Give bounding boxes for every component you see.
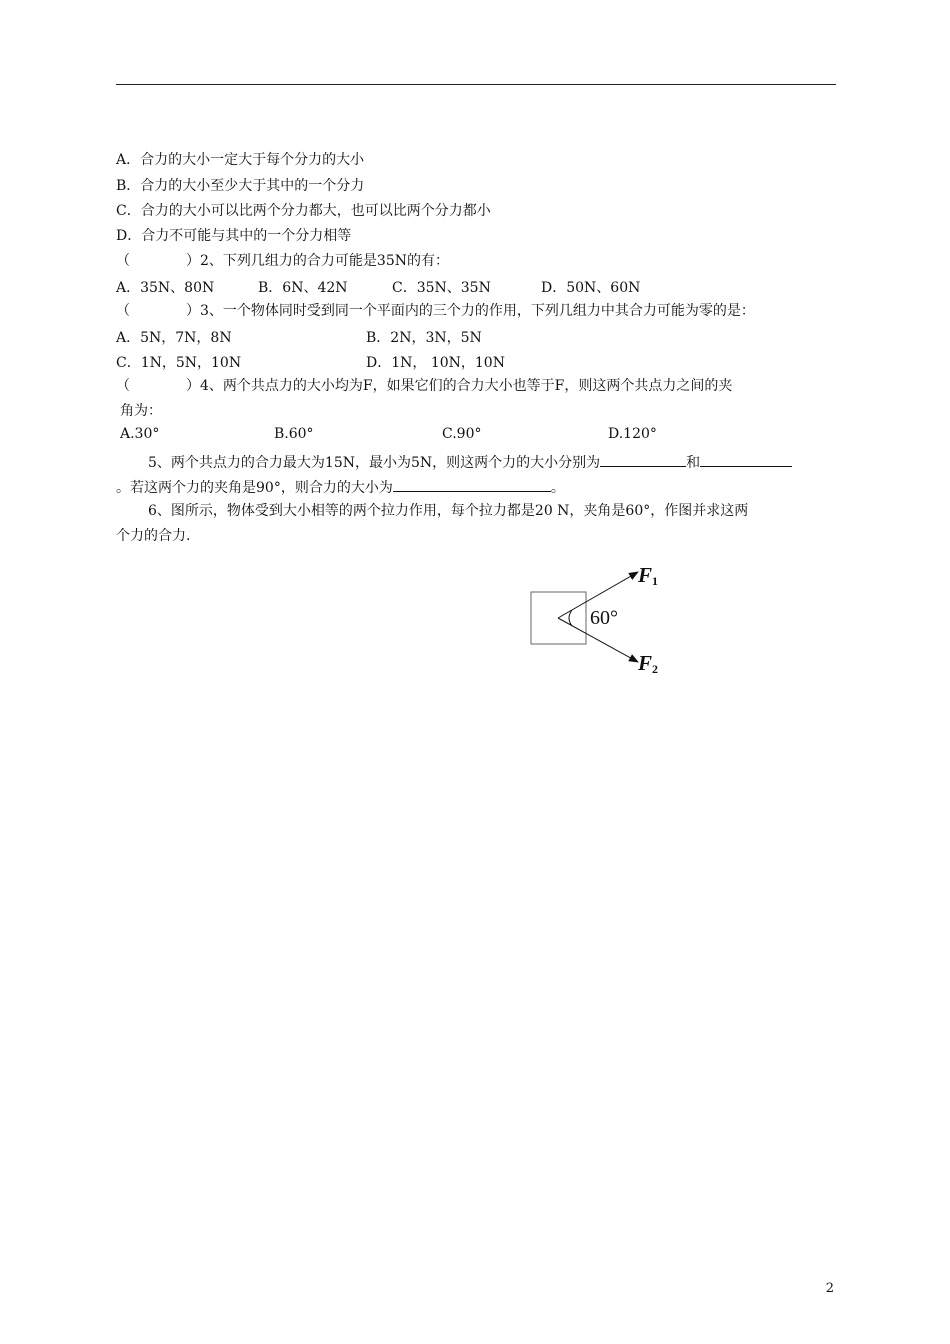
q4-stem-line1: （ ）4、两个共点力的大小均为F，如果它们的合力大小也等于F，则这两个共点力之间的夹 [116, 378, 733, 394]
force-1-letter: F [638, 563, 653, 587]
q5-answer-blank-2[interactable] [700, 452, 792, 467]
q5-text-part2: 和 [686, 455, 701, 471]
q5-line2 [116, 477, 565, 497]
q1-option-c: C．合力的大小可以比两个分力都大，也可以比两个分力都小 [116, 203, 491, 219]
q1-option-d: D．合力不可能与其中的一个分力相等 [116, 228, 352, 244]
q5-text-part4: 。 [550, 480, 565, 496]
q3-option-b: B．2N，3N，5N [366, 330, 482, 346]
q2-option-d: D．50N、60N [541, 280, 641, 296]
q2-option-b: B．6N、42N [258, 280, 348, 296]
angle-label: 60° [590, 607, 618, 629]
q4-option-d: D.120° [608, 426, 657, 442]
q4-option-c: C.90° [442, 426, 482, 442]
q3-option-a: A．5N，7N，8N [116, 330, 232, 346]
q5-line1 [148, 452, 792, 472]
q5-answer-blank-3[interactable] [393, 477, 551, 492]
q2-option-c: C．35N、35N [392, 280, 491, 296]
q3-stem: （ ）3、一个物体同时受到同一个平面内的三个力的作用，下列几组力中其合力可能为零的是： [116, 303, 755, 319]
angle-arc [569, 610, 572, 626]
q5-text-part3: 。若这两个力的夹角是90°，则合力的大小为 [116, 480, 393, 496]
q5-text-part1: 5、两个共点力的合力最大为15N，最小为5N，则这两个力的大小分别为 [148, 455, 601, 471]
q1-option-a: A．合力的大小一定大于每个分力的大小 [116, 152, 365, 168]
q6-line2: 个力的合力. [116, 528, 191, 544]
q2-stem: （ ）2、下列几组力的合力可能是35N的有： [116, 253, 449, 269]
q4-option-a: A.30° [120, 426, 160, 442]
page-number: 2 [825, 1281, 834, 1296]
force-2-label [637, 651, 658, 676]
q4-option-b: B.60° [274, 426, 314, 442]
q5-answer-blank-1[interactable] [600, 452, 686, 467]
force-1-label [637, 563, 658, 588]
force-2-letter: F [638, 651, 653, 675]
header-rule [116, 84, 836, 85]
q1-option-b: B．合力的大小至少大于其中的一个分力 [116, 178, 365, 194]
q4-stem-line2: 角为： [120, 403, 162, 419]
force-diagram [520, 562, 670, 678]
q6-line1: 6、图所示，物体受到大小相等的两个拉力作用，每个拉力都是20 N，夹角是60°，作图并求这两 [148, 503, 749, 519]
force-2-subscript: 2 [652, 662, 659, 676]
q3-option-d: D．1N， 10N，10N [366, 355, 505, 371]
force-1-subscript: 1 [652, 574, 659, 588]
q2-option-a: A．35N、80N [116, 280, 215, 296]
q3-option-c: C．1N，5N，10N [116, 355, 242, 371]
